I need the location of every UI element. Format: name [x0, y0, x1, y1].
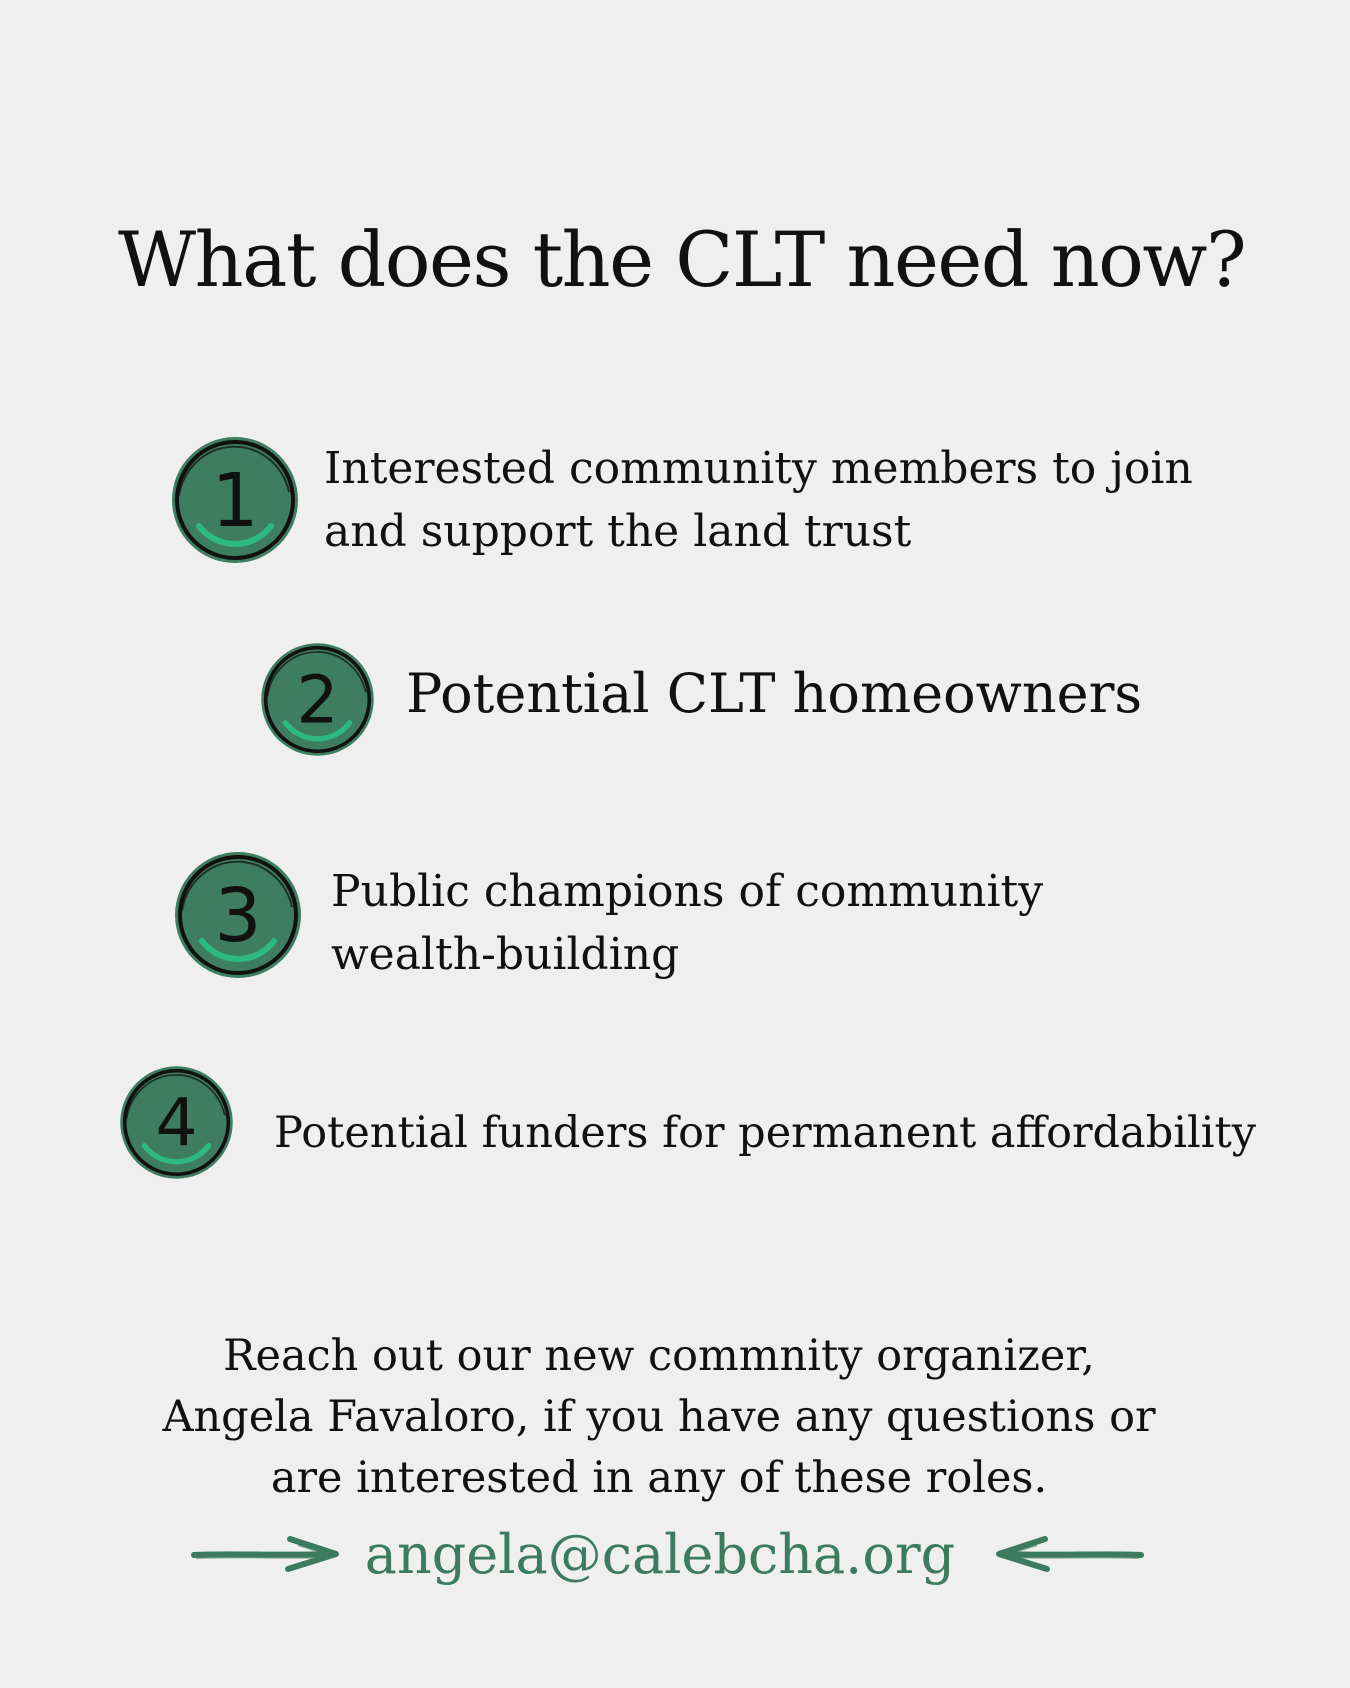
- number-1-badge-icon: [165, 430, 305, 570]
- number-label: 3: [214, 873, 262, 959]
- contact-line: are interested in any of these roles.: [270, 1453, 1048, 1503]
- item-line: Potential CLT homeowners: [406, 662, 1143, 725]
- item-line: wealth-building: [331, 929, 680, 980]
- number-label: 2: [296, 661, 339, 739]
- item-text-1: [324, 437, 1193, 563]
- item-text-4: [274, 1102, 1256, 1165]
- item-text-3: [331, 860, 1043, 986]
- arrow-left-icon: [985, 1529, 1145, 1579]
- item-line: Public champions of community: [331, 866, 1044, 917]
- item-text-2: [406, 662, 1142, 725]
- contact-line: Reach out our new commnity organizer,: [223, 1331, 1095, 1381]
- contact-message: [0, 1326, 1318, 1509]
- item-line: and support the land trust: [324, 506, 912, 557]
- contact-line: Angela Favaloro, if you have any questions or: [162, 1392, 1156, 1442]
- number-3-badge-icon: [168, 845, 308, 985]
- arrow-right-icon: [190, 1529, 350, 1579]
- number-label: 4: [155, 1084, 198, 1162]
- number-2-badge-icon: [255, 637, 380, 762]
- email-link[interactable]: angela@calebcha.org: [364, 1523, 956, 1586]
- page-title: What does the CLT need now?: [118, 215, 1246, 304]
- item-line: Interested community members to join: [324, 443, 1193, 494]
- item-line: Potential funders for permanent affordability: [274, 1108, 1257, 1158]
- number-4-badge-icon: [114, 1055, 239, 1190]
- number-label: 1: [211, 458, 259, 544]
